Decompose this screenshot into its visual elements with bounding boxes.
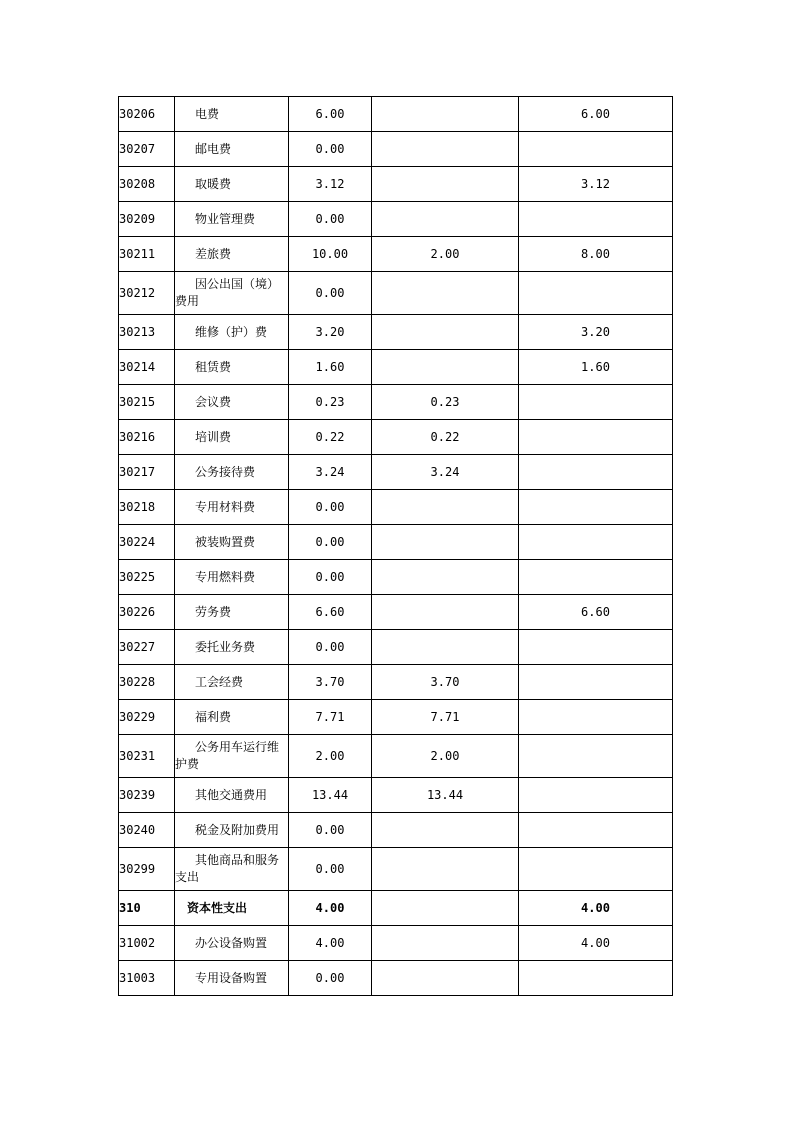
code-cell: 30207 [119, 132, 175, 167]
name-cell: 公务接待费 [175, 455, 289, 490]
code-cell: 30226 [119, 595, 175, 630]
name-cell: 税金及附加费用 [175, 813, 289, 848]
basic-cell [372, 891, 519, 926]
total-cell: 4.00 [289, 891, 372, 926]
basic-cell [372, 630, 519, 665]
name-cell: 其他商品和服务支出 [175, 848, 289, 891]
name-cell: 其他交通费用 [175, 778, 289, 813]
name-cell: 办公设备购置 [175, 926, 289, 961]
name-cell: 委托业务费 [175, 630, 289, 665]
total-cell: 0.22 [289, 420, 372, 455]
total-cell: 0.00 [289, 202, 372, 237]
table-row [119, 272, 673, 315]
table-row [119, 560, 673, 595]
name-cell: 专用设备购置 [175, 961, 289, 996]
code-cell: 30209 [119, 202, 175, 237]
code-cell: 30211 [119, 237, 175, 272]
project-cell [519, 490, 673, 525]
basic-cell: 7.71 [372, 700, 519, 735]
code-cell: 30208 [119, 167, 175, 202]
total-cell: 0.00 [289, 560, 372, 595]
basic-cell [372, 202, 519, 237]
total-cell: 0.00 [289, 525, 372, 560]
name-cell: 公务用车运行维护费 [175, 735, 289, 778]
basic-cell: 0.22 [372, 420, 519, 455]
project-cell [519, 961, 673, 996]
project-cell [519, 385, 673, 420]
total-cell: 7.71 [289, 700, 372, 735]
table-row [119, 595, 673, 630]
total-cell: 0.00 [289, 490, 372, 525]
name-cell: 因公出国（境）费用 [175, 272, 289, 315]
basic-cell [372, 525, 519, 560]
table-row [119, 735, 673, 778]
table-row [119, 630, 673, 665]
project-cell [519, 848, 673, 891]
code-cell: 30229 [119, 700, 175, 735]
project-cell [519, 665, 673, 700]
project-cell [519, 202, 673, 237]
project-cell: 8.00 [519, 237, 673, 272]
name-cell: 工会经费 [175, 665, 289, 700]
total-cell: 0.00 [289, 272, 372, 315]
code-cell: 30224 [119, 525, 175, 560]
project-cell: 4.00 [519, 891, 673, 926]
project-cell: 6.00 [519, 97, 673, 132]
code-cell: 30214 [119, 350, 175, 385]
name-cell: 被装购置费 [175, 525, 289, 560]
project-cell [519, 735, 673, 778]
code-cell: 31002 [119, 926, 175, 961]
code-cell: 30212 [119, 272, 175, 315]
total-cell: 0.00 [289, 630, 372, 665]
project-cell: 6.60 [519, 595, 673, 630]
total-cell: 3.12 [289, 167, 372, 202]
table-row [119, 665, 673, 700]
table-row [119, 167, 673, 202]
code-cell: 30228 [119, 665, 175, 700]
code-cell: 30299 [119, 848, 175, 891]
basic-cell [372, 350, 519, 385]
project-cell [519, 700, 673, 735]
table-row [119, 132, 673, 167]
total-cell: 0.00 [289, 961, 372, 996]
project-cell [519, 420, 673, 455]
project-cell: 3.12 [519, 167, 673, 202]
total-cell: 10.00 [289, 237, 372, 272]
total-cell: 1.60 [289, 350, 372, 385]
table-row [119, 490, 673, 525]
project-cell: 1.60 [519, 350, 673, 385]
name-cell: 电费 [175, 97, 289, 132]
table-row [119, 961, 673, 996]
code-cell: 30218 [119, 490, 175, 525]
basic-cell [372, 490, 519, 525]
name-cell: 物业管理费 [175, 202, 289, 237]
table-row [119, 385, 673, 420]
basic-cell [372, 560, 519, 595]
budget-table [118, 96, 673, 996]
table-row [119, 700, 673, 735]
total-cell: 6.00 [289, 97, 372, 132]
basic-cell [372, 848, 519, 891]
code-cell: 30217 [119, 455, 175, 490]
code-cell: 30240 [119, 813, 175, 848]
name-cell: 取暖费 [175, 167, 289, 202]
name-cell: 专用材料费 [175, 490, 289, 525]
code-cell: 30231 [119, 735, 175, 778]
table-row [119, 891, 673, 926]
name-cell: 资本性支出 [175, 891, 289, 926]
table-row [119, 202, 673, 237]
table-row [119, 420, 673, 455]
total-cell: 3.24 [289, 455, 372, 490]
budget-table-body [119, 97, 673, 996]
name-cell: 专用燃料费 [175, 560, 289, 595]
basic-cell [372, 315, 519, 350]
basic-cell: 13.44 [372, 778, 519, 813]
basic-cell: 0.23 [372, 385, 519, 420]
name-cell: 维修（护）费 [175, 315, 289, 350]
total-cell: 4.00 [289, 926, 372, 961]
table-row [119, 813, 673, 848]
table-row [119, 350, 673, 385]
table-row [119, 525, 673, 560]
table-row [119, 926, 673, 961]
code-cell: 30206 [119, 97, 175, 132]
total-cell: 13.44 [289, 778, 372, 813]
basic-cell [372, 595, 519, 630]
basic-cell: 2.00 [372, 735, 519, 778]
table-row [119, 315, 673, 350]
basic-cell [372, 926, 519, 961]
project-cell: 3.20 [519, 315, 673, 350]
basic-cell: 3.24 [372, 455, 519, 490]
code-cell: 30225 [119, 560, 175, 595]
table-row [119, 97, 673, 132]
name-cell: 劳务费 [175, 595, 289, 630]
total-cell: 0.23 [289, 385, 372, 420]
name-cell: 租赁费 [175, 350, 289, 385]
name-cell: 差旅费 [175, 237, 289, 272]
total-cell: 6.60 [289, 595, 372, 630]
basic-cell [372, 813, 519, 848]
table-row [119, 455, 673, 490]
project-cell [519, 455, 673, 490]
basic-cell: 3.70 [372, 665, 519, 700]
code-cell: 30213 [119, 315, 175, 350]
name-cell: 邮电费 [175, 132, 289, 167]
name-cell: 会议费 [175, 385, 289, 420]
code-cell: 30227 [119, 630, 175, 665]
basic-cell [372, 97, 519, 132]
total-cell: 3.70 [289, 665, 372, 700]
project-cell [519, 560, 673, 595]
code-cell: 31003 [119, 961, 175, 996]
name-cell: 福利费 [175, 700, 289, 735]
project-cell [519, 132, 673, 167]
project-cell [519, 778, 673, 813]
project-cell [519, 525, 673, 560]
code-cell: 310 [119, 891, 175, 926]
basic-cell [372, 132, 519, 167]
project-cell [519, 630, 673, 665]
total-cell: 2.00 [289, 735, 372, 778]
table-row [119, 778, 673, 813]
total-cell: 0.00 [289, 813, 372, 848]
total-cell: 0.00 [289, 848, 372, 891]
table-row [119, 848, 673, 891]
code-cell: 30215 [119, 385, 175, 420]
basic-cell: 2.00 [372, 237, 519, 272]
basic-cell [372, 961, 519, 996]
basic-cell [372, 272, 519, 315]
code-cell: 30239 [119, 778, 175, 813]
code-cell: 30216 [119, 420, 175, 455]
table-row [119, 237, 673, 272]
basic-cell [372, 167, 519, 202]
total-cell: 0.00 [289, 132, 372, 167]
name-cell: 培训费 [175, 420, 289, 455]
total-cell: 3.20 [289, 315, 372, 350]
project-cell [519, 813, 673, 848]
project-cell [519, 272, 673, 315]
project-cell: 4.00 [519, 926, 673, 961]
